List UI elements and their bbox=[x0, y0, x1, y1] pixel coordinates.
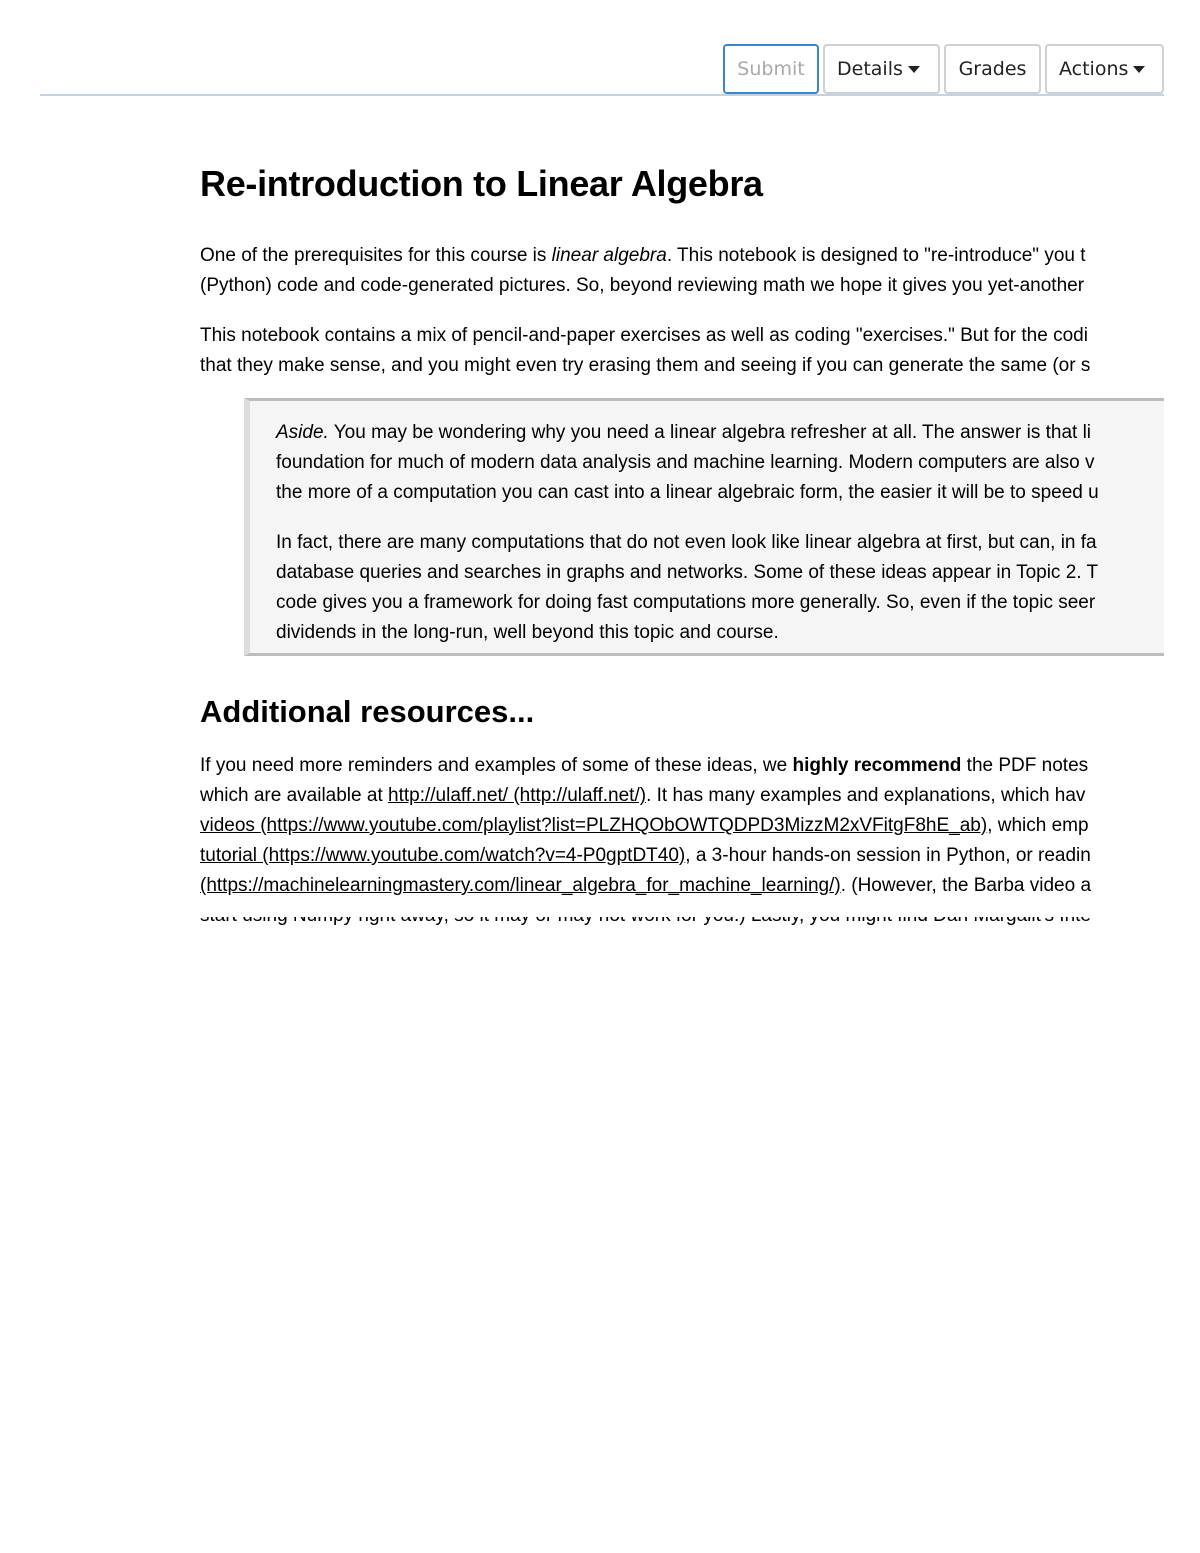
text-span: If you need more reminders and examples of some of these ideas, we bbox=[200, 755, 793, 776]
text-span: You may be wondering why you need a linear algebra refresher at all. The answer is that li bbox=[328, 422, 1092, 443]
machine-learning-mastery-link[interactable]: (https://machinelearningmastery.com/linear_algebra_for_machine_learning/) bbox=[200, 875, 841, 896]
aside-paragraph bbox=[276, 528, 1098, 648]
tutorial-video-link[interactable]: tutorial (https://www.youtube.com/watch?v=4-P0gptDT40) bbox=[200, 845, 686, 866]
text-line: In fact, there are many computations that do not even look like linear algebra at first, but can, in fa bbox=[276, 532, 1097, 553]
text-line: database queries and searches in graphs and networks. Some of these ideas appear in Topic 2. T bbox=[276, 562, 1099, 583]
aside-label: Aside. bbox=[276, 422, 329, 443]
text-line: This notebook contains a mix of pencil-and-paper exercises as well as coding "exercises." But for the codi bbox=[200, 325, 1088, 346]
text-line bbox=[200, 811, 1091, 841]
actions-button-label: Actions bbox=[1059, 58, 1129, 80]
exercises-paragraph bbox=[200, 321, 1090, 381]
text-line bbox=[200, 751, 1091, 781]
section-heading: Additional resources... bbox=[200, 694, 535, 729]
text-span: . This notebook is designed to "re-introduce" you t bbox=[666, 245, 1086, 266]
ulaff-link[interactable]: http://ulaff.net/ (http://ulaff.net/) bbox=[388, 785, 647, 806]
text-span: . It has many examples and explanations, which hav bbox=[646, 785, 1086, 806]
text-line bbox=[200, 781, 1091, 811]
intro-paragraph bbox=[200, 241, 1086, 301]
notebook-content bbox=[200, 0, 1164, 1553]
text-span: . (However, the Barba video a bbox=[840, 875, 1092, 896]
text-line: code gives you a framework for doing fast computations more generally. So, even if the topic seer bbox=[276, 592, 1096, 613]
text-span: the PDF notes bbox=[961, 755, 1089, 776]
text-span: , a 3-hour hands-on session in Python, or readin bbox=[685, 845, 1091, 866]
emphasis-text: linear algebra bbox=[551, 245, 667, 266]
text-span: which are available at bbox=[200, 785, 388, 806]
resources-paragraph bbox=[200, 751, 1091, 931]
text-line bbox=[200, 871, 1091, 901]
submit-button-label: Submit bbox=[737, 58, 805, 80]
text-line bbox=[200, 841, 1091, 871]
text-line: that they make sense, and you might even try erasing them and seeing if you can generate the same (or s bbox=[200, 355, 1091, 376]
text-line: (Python) code and code-generated pictures. So, beyond reviewing math we hope it gives you yet-another bbox=[200, 275, 1085, 296]
text-line bbox=[276, 418, 1099, 448]
aside-blockquote bbox=[244, 398, 1164, 656]
details-button-label: Details bbox=[837, 58, 903, 80]
text-span: , which emp bbox=[987, 815, 1089, 836]
text-line: dividends in the long-run, well beyond this topic and course. bbox=[276, 622, 779, 643]
strong-text: highly recommend bbox=[792, 755, 962, 776]
page-title: Re-introduction to Linear Algebra bbox=[200, 163, 763, 204]
text-line: foundation for much of modern data analysis and machine learning. Modern computers are also v bbox=[276, 452, 1095, 473]
youtube-playlist-link[interactable]: videos (https://www.youtube.com/playlist?list=PLZHQObOWTQDPD3MizzM2xVFitgF8hE_ab) bbox=[200, 815, 988, 836]
text-line: the more of a computation you can cast into a linear algebraic form, the easier it will be to speed u bbox=[276, 482, 1099, 503]
text-span: One of the prerequisites for this course is bbox=[200, 245, 552, 266]
text-line bbox=[200, 241, 1086, 271]
page-cutoff bbox=[200, 905, 1164, 917]
aside-paragraph bbox=[276, 418, 1099, 508]
grades-button-label: Grades bbox=[958, 58, 1027, 80]
